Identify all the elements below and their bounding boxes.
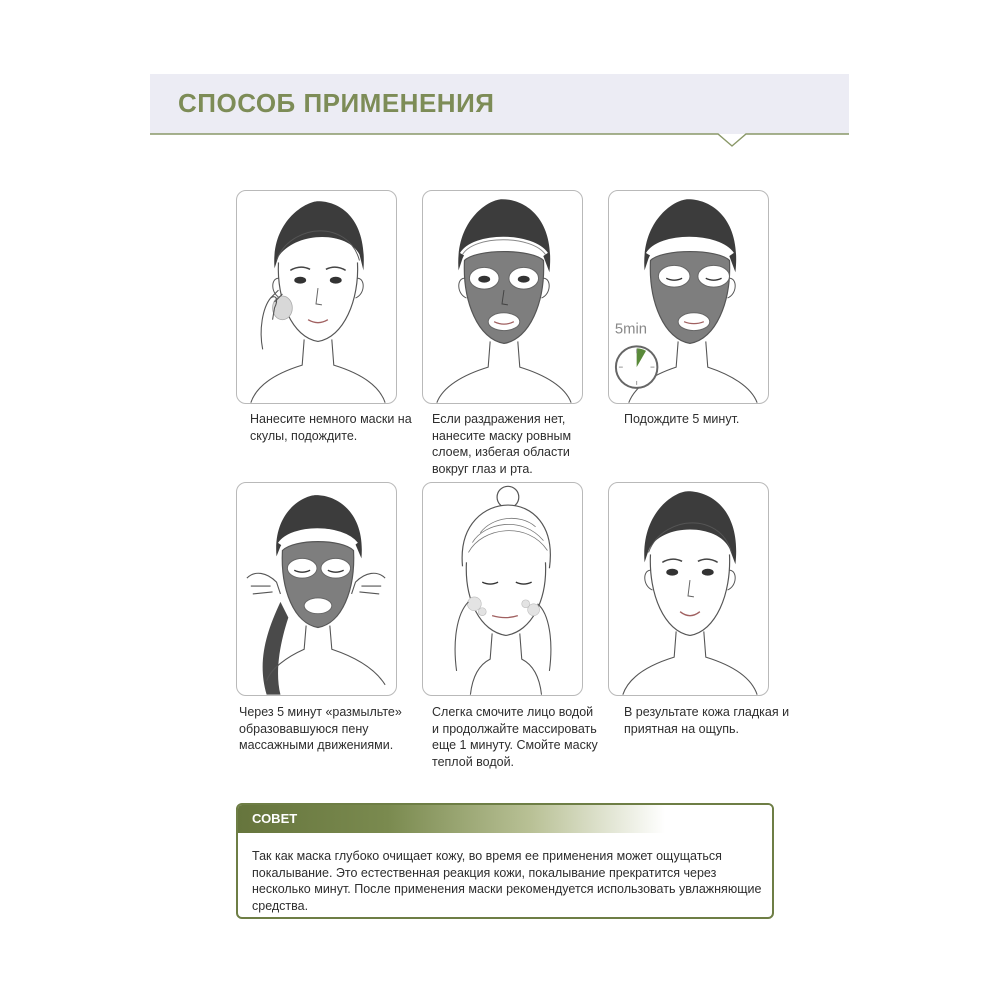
step-3-text: Подождите 5 минут. [624,412,740,426]
step-6-text: В результате кожа гладкая и приятная на ощупь. [624,705,790,736]
tip-box [236,803,774,919]
page-title: СПОСОБ ПРИМЕНЕНИЯ [178,88,495,118]
step-6-illustration [608,482,769,696]
header-accent-line [150,133,849,155]
face-massage-icon [237,483,396,695]
tip-title: СОВЕТ [252,811,298,826]
face-with-mask-eyes-closed-icon [609,191,768,403]
step-2-text: Если раздражения нет, нанесите маску ровным слоем, избегая области вокруг глаз и рта. [432,412,572,476]
step-5-illustration [422,482,583,696]
step-4-text: Через 5 минут «размыльте» образовавшуюся пену массажными движениями. [239,705,402,752]
tip-header [238,805,772,833]
step-1-text: Нанесите немного маски на скулы, подождите. [250,412,412,443]
face-result-icon [609,483,768,695]
step-4-illustration [236,482,397,696]
tip-text: Так как маска глубоко очищает кожу, во время ее применения может ощущаться покалывание. Это естественная реакция кожи, покалывание прекратится через несколько минут. После применения маски рекомендуется использовать увлажняющие средства. [252,849,762,913]
step-2-illustration [422,190,583,404]
face-with-hand-icon [237,191,396,403]
step-3-illustration [608,190,769,404]
step-5-text: Слегка смочите лицо водой и продолжайте массировать еще 1 минуту. Смойте маску теплой водой. [432,705,598,769]
face-rinse-icon [423,483,582,695]
step-1-illustration [236,190,397,404]
face-with-mask-icon [423,191,582,403]
timer-label: 5min [614,321,648,338]
